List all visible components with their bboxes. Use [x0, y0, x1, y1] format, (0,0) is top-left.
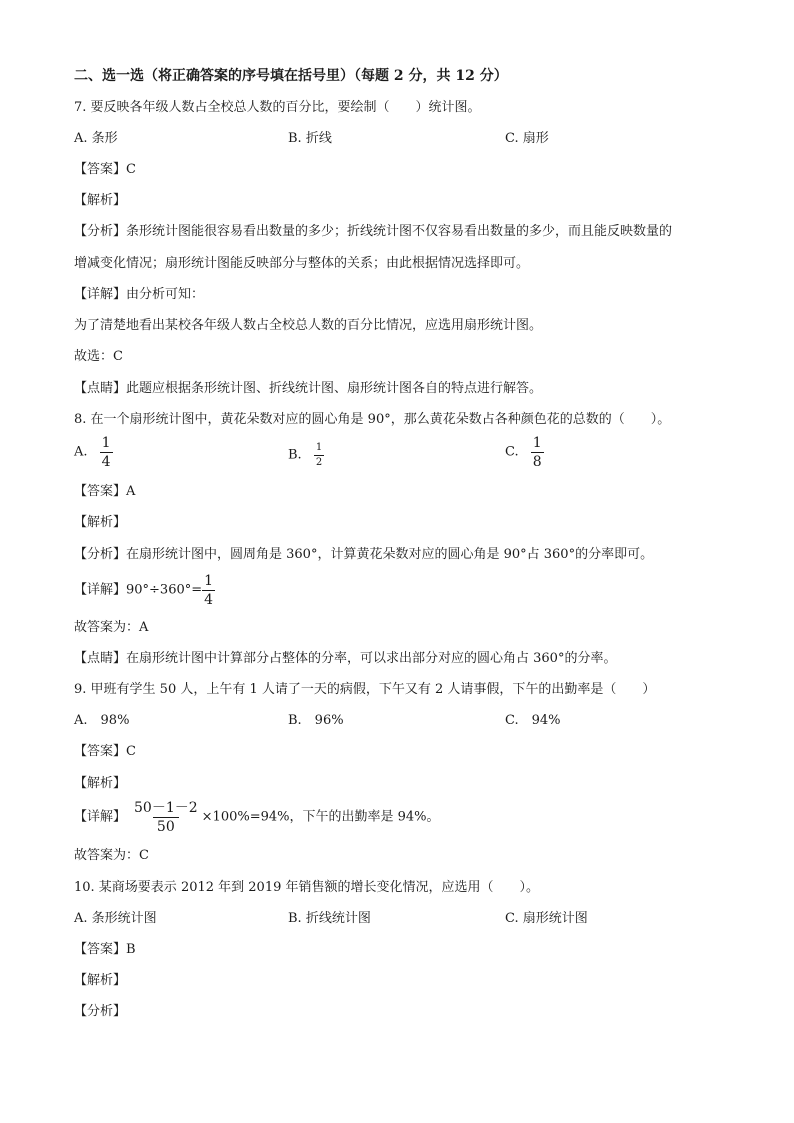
q8-option-a-fraction — [100, 436, 113, 469]
q8-option-c — [505, 436, 544, 469]
q8-option-b-fraction — [314, 443, 324, 468]
q10-answer: 【答案】B — [74, 942, 136, 957]
q8-option-b-label: B. — [288, 447, 302, 463]
q8-choice: 故答案为：A — [74, 620, 149, 635]
q9-option-a: A. 98% — [74, 713, 130, 728]
q9-detail-prefix: 【详解】 — [74, 809, 127, 825]
fraction-numerator: 1 — [204, 573, 214, 589]
q8-option-c-fraction — [531, 436, 544, 469]
q8-answer: 【答案】A — [74, 484, 136, 499]
fraction-denominator: 4 — [101, 454, 111, 470]
q9-detail-suffix: ×100%=94%，下午的出勤率是 94%。 — [201, 809, 440, 825]
section-heading: 二、选一选（将正确答案的序号填在括号里）（每题 2 分，共 12 分） — [74, 68, 508, 84]
q9-option-b: B. 96% — [288, 713, 344, 728]
q10-option-c: C. 扇形统计图 — [505, 911, 588, 926]
q8-analysis-title: 【解析】 — [74, 515, 127, 530]
fraction-denominator: 50 — [153, 817, 179, 834]
q7-option-c: C. 扇形 — [505, 131, 549, 146]
q7-stem: 7. 要反映各年级人数占全校总人数的百分比，要绘制（ ）统计图。 — [74, 100, 481, 115]
q8-detail-prefix: 【详解】90°÷360°= — [74, 582, 203, 598]
q7-option-b: B. 折线 — [288, 131, 332, 146]
q10-option-a: A. 条形统计图 — [74, 911, 157, 926]
q7-analysis-line-2: 增减变化情况；扇形统计图能反映部分与整体的关系；由此根据情况选择即可。 — [74, 256, 530, 271]
q7-detail: 【详解】由分析可知： — [74, 287, 205, 302]
q10-analysis: 【分析】 — [74, 1004, 127, 1019]
q10-analysis-title: 【解析】 — [74, 973, 127, 988]
q7-analysis-title: 【解析】 — [74, 193, 127, 208]
q7-analysis-line-1: 【分析】条形统计图能很容易看出数量的多少；折线统计图不仅容易看出数量的多少，而且能反映数量的 — [74, 224, 673, 239]
q8-option-b — [288, 443, 324, 468]
q9-answer: 【答案】C — [74, 744, 136, 759]
fraction-numerator: 50－1－2 — [134, 800, 198, 816]
q10-option-b: B. 折线统计图 — [288, 911, 371, 926]
fraction-denominator: 2 — [315, 457, 323, 468]
q8-option-c-label: C. — [505, 444, 519, 460]
q9-analysis-title: 【解析】 — [74, 776, 127, 791]
q8-option-a-label: A. — [74, 444, 88, 460]
q8-comment: 【点睛】在扇形统计图中计算部分占整体的分率，可以求出部分对应的圆心角占 360°的分率。 — [74, 651, 617, 666]
q7-answer: 【答案】C — [74, 162, 136, 177]
q8-detail — [74, 574, 215, 607]
q7-option-a: A. 条形 — [74, 131, 118, 146]
q7-comment: 【点睛】此题应根据条形统计图、折线统计图、扇形统计图各自的特点进行解答。 — [74, 381, 543, 396]
q9-detail — [74, 801, 440, 834]
q7-detail-line-2: 为了清楚地看出某校各年级人数占全校总人数的百分比情况，应选用扇形统计图。 — [74, 318, 543, 333]
q8-analysis: 【分析】在扇形统计图中，圆周角是 360°，计算黄花朵数对应的圆心角是 90°占 360°的分率即可。 — [74, 547, 654, 562]
fraction-denominator: 4 — [204, 592, 214, 608]
q9-choice: 故答案为：C — [74, 848, 149, 863]
fraction-numerator: 1 — [101, 435, 111, 451]
q10-stem: 10. 某商场要表示 2012 年到 2019 年销售额的增长变化情况，应选用（ ）。 — [74, 880, 540, 895]
fraction-numerator: 1 — [532, 435, 542, 451]
q8-detail-fraction — [202, 574, 215, 607]
q9-option-c: C. 94% — [505, 713, 561, 728]
fraction-numerator: 1 — [315, 442, 323, 453]
q9-detail-fraction — [130, 801, 202, 834]
q7-choice: 故选：C — [74, 349, 123, 364]
q8-stem: 8. 在一个扇形统计图中，黄花朵数对应的圆心角是 90°，那么黄花朵数占各种颜色花的总数的（ ）。 — [74, 412, 671, 427]
fraction-denominator: 8 — [532, 454, 542, 470]
q8-option-a — [74, 436, 113, 469]
q9-stem: 9. 甲班有学生 50 人，上午有 1 人请了一天的病假，下午又有 2 人请事假，下午的出勤率是（ ） — [74, 682, 656, 697]
